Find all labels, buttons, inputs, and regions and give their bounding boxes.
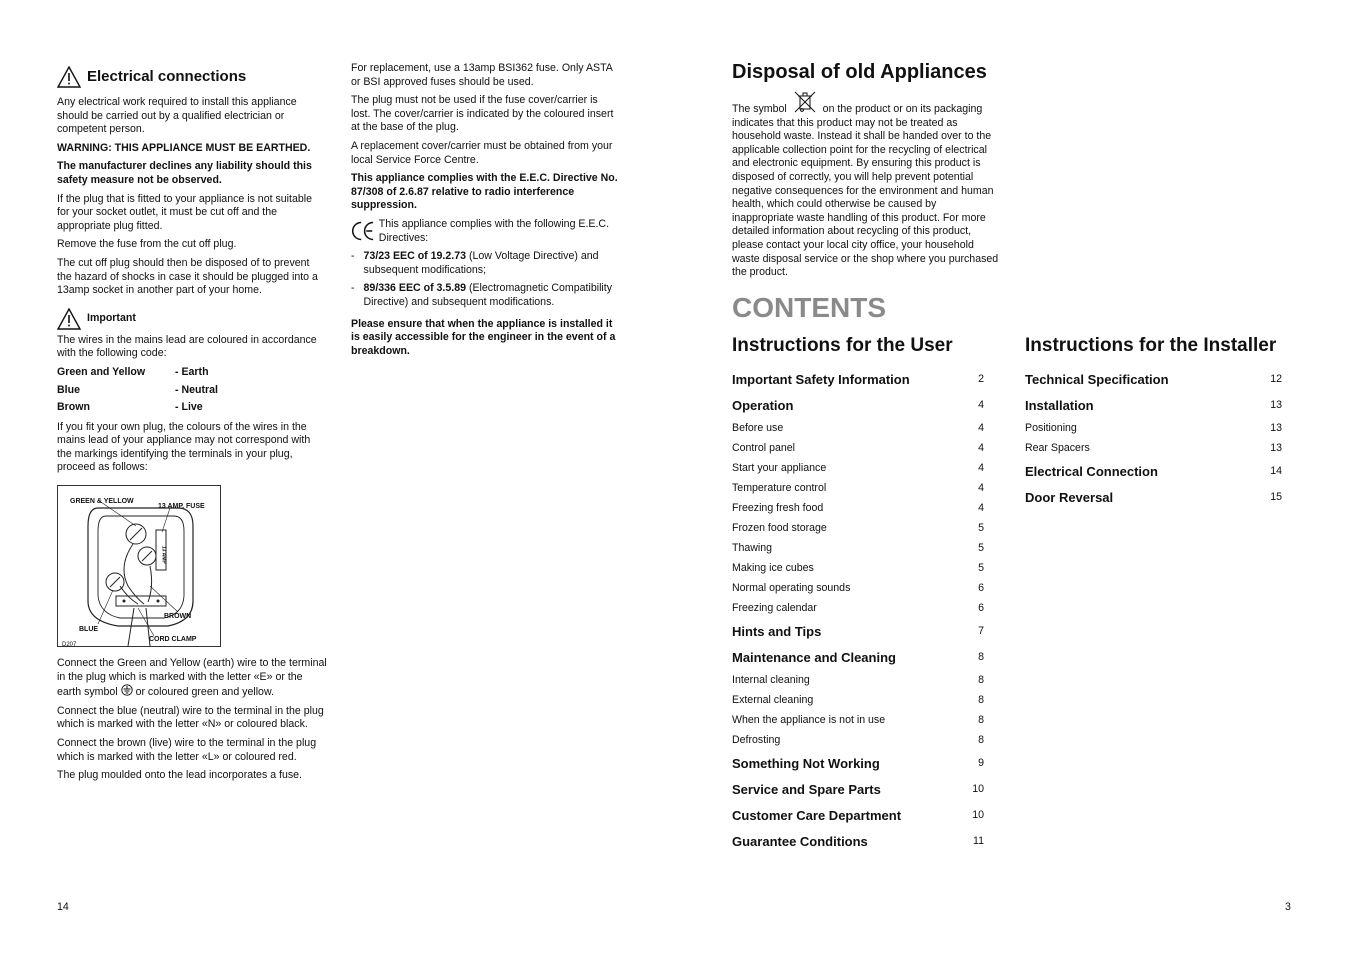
toc-entry-page: 8: [978, 674, 984, 686]
disposal-title: Disposal of old Appliances: [732, 61, 987, 83]
disposal-section: [732, 60, 1000, 285]
toc-entry-page: 12: [1270, 373, 1282, 385]
directive-item: [351, 282, 619, 309]
toc-entry-label: Important Safety Information: [732, 371, 910, 387]
eec-compliance-text: This appliance complies with the E.E.C. Directive No. 87/308 of 2.6.87 relative to radio interference suppression.: [351, 172, 618, 212]
toc-entry-page: 13: [1270, 399, 1282, 411]
electrical-heading-row: [57, 66, 327, 88]
toc-entry: [1025, 458, 1282, 484]
wire-color-role: - Earth: [175, 365, 209, 378]
warning-icon: [57, 308, 81, 330]
blue-label: BLUE: [79, 626, 99, 634]
toc-entry-label: Thawing: [732, 542, 773, 554]
toc-entry-label: Maintenance and Cleaning: [732, 649, 896, 665]
earth-text-start: Connect the Green and Yellow (earth) wire to the terminal in the plug which is marked with the letter «E» or the earth symbol: [57, 657, 327, 699]
toc-entry-label: Electrical Connection: [1025, 463, 1158, 479]
paragraph: If the plug that is fitted to your appliance is not suitable for your socket outlet, it must be cut off and the appropriate plug fitted.: [57, 192, 312, 232]
warning-text: WARNING: THIS APPLIANCE MUST BE EARTHED.: [57, 141, 311, 154]
toc-entry-label: Freezing calendar: [732, 602, 817, 614]
toc-entry-label: Rear Spacers: [1025, 442, 1090, 454]
toc-entry-page: 10: [972, 783, 984, 795]
paragraph: The cut off plug should then be disposed of to prevent the hazard of shocks in case it should be plugged into a 13amp socket in another part of your home.: [57, 256, 318, 297]
wire-color-role: - Live: [175, 401, 203, 414]
toc-entry-page: 9: [978, 757, 984, 769]
dash-bullet: -: [351, 282, 355, 295]
toc-entry-page: 8: [978, 734, 984, 746]
important-heading-row: [57, 308, 327, 330]
directive-text: [364, 250, 619, 277]
toc-entry: [732, 478, 984, 498]
accessibility-note: Please ensure that when the appliance is installed it is easily accessible for the engineer in the event of a breakdown.: [351, 317, 616, 357]
toc-entry-page: 4: [978, 422, 984, 434]
toc-entry-label: Internal cleaning: [732, 674, 810, 686]
paragraph: Any electrical work required to install this appliance should be carried out by a qualified electrician or competent person.: [57, 96, 297, 136]
toc-entry-label: Positioning: [1025, 422, 1077, 434]
toc-entry: [732, 644, 984, 670]
wire-color-table: [57, 366, 327, 415]
directive-desc: (Electromagnetic Compatibility Directive) and subsequent modifications.: [363, 282, 613, 308]
directive-desc: (Low Voltage Directive) and subsequent modifications;: [363, 250, 599, 276]
toc-entry-label: Frozen food storage: [732, 522, 827, 534]
electrical-connections-heading: Electrical connections: [87, 68, 247, 85]
important-heading: Important: [87, 311, 136, 324]
toc-entry-label: Service and Spare Parts: [732, 781, 881, 797]
directive-item: [351, 250, 619, 277]
toc-entry-label: Hints and Tips: [732, 623, 822, 639]
toc-entry-page: 10: [972, 809, 984, 821]
directive-code: 73/23 EEC of 19.2.73: [363, 250, 466, 263]
toc-entry-page: 4: [978, 399, 984, 411]
toc-entry: [1025, 418, 1282, 438]
page-number-right: 3: [1285, 901, 1291, 913]
toc-entry: [732, 578, 984, 598]
dash-bullet: -: [351, 250, 355, 263]
toc-entry-label: Door Reversal: [1025, 489, 1114, 505]
toc-entry-page: 6: [978, 602, 984, 614]
installer-toc-title: Instructions for the Installer: [1025, 335, 1277, 356]
installer-toc: [1025, 334, 1282, 510]
toc-entry-page: 4: [978, 482, 984, 494]
toc-entry-page: 2: [978, 373, 984, 385]
toc-entry-label: Guarantee Conditions: [732, 833, 868, 849]
toc-entry: [732, 618, 984, 644]
toc-entry-page: 5: [978, 522, 984, 534]
toc-entry-page: 15: [1270, 491, 1282, 503]
directive-code: 89/336 EEC of 3.5.89: [363, 282, 466, 295]
paragraph: Remove the fuse from the cut off plug.: [57, 238, 237, 251]
disposal-text: [732, 90, 1000, 280]
toc-entry: [732, 438, 984, 458]
toc-entry-label: Making ice cubes: [732, 562, 814, 574]
figure-code: D207: [62, 642, 77, 649]
toc-entry: [732, 392, 984, 418]
user-toc-list: [732, 366, 984, 854]
paragraph: Connect the brown (live) wire to the terminal in the plug which is marked with the letter «L» or coloured red.: [57, 737, 317, 763]
toc-entry-label: Customer Care Department: [732, 807, 902, 823]
disposal-text-start: The symbol: [732, 103, 787, 115]
fuse-label: 13 AMP. FUSE: [158, 503, 205, 511]
toc-entry-label: Operation: [732, 397, 794, 413]
toc-entry-page: 5: [978, 562, 984, 574]
contents-title: CONTENTS: [732, 292, 886, 323]
toc-entry: [732, 690, 984, 710]
ce-mark-icon: [351, 218, 375, 244]
toc-entry: [732, 458, 984, 478]
paragraph: For replacement, use a 13amp BSI362 fuse. Only ASTA or BSI approved fuses should be used.: [351, 62, 613, 88]
toc-entry-label: Start your appliance: [732, 462, 827, 474]
toc-entry: [732, 828, 984, 854]
toc-entry-label: Installation: [1025, 397, 1094, 413]
green-yellow-label: GREEN & YELLOW: [70, 498, 134, 506]
toc-entry: [1025, 438, 1282, 458]
toc-entry: [732, 776, 984, 802]
toc-entry: [732, 558, 984, 578]
paragraph: Connect the blue (neutral) wire to the terminal in the plug which is marked with the letter «N» or coloured black.: [57, 704, 324, 731]
toc-entry: [732, 750, 984, 776]
toc-entry-page: 4: [978, 462, 984, 474]
disposal-text-end: on the product or on its packaging indicates that this product may not be treated as household waste. Instead it shall be handed over to the applicable collection point for the recycling of electrical and electronic equipment. By ensuring this product is disposed of correctly, you will help prevent potential negative consequences for the environment and human health, which could otherwise be caused by inappropriate waste handling of this product. For more detailed information about recycling of this product, please contact your local city office, your household waste disposal service or the shop where you purchased the product.: [732, 103, 999, 279]
toc-entry-page: 8: [978, 714, 984, 726]
paragraph: The plug must not be used if the fuse cover/carrier is lost. The cover/carrier is indicated by the coloured insert at the base of the plug.: [351, 94, 614, 134]
paragraph: The plug moulded onto the lead incorporates a fuse.: [57, 769, 302, 782]
left-column: [57, 66, 327, 788]
toc-entry: [1025, 484, 1282, 510]
toc-entry-label: Temperature control: [732, 482, 827, 494]
crossed-bin-icon: [792, 90, 818, 114]
toc-entry: [732, 730, 984, 750]
ce-text: This appliance complies with the following E.E.C. Directives:: [378, 217, 610, 244]
toc-entry: [732, 518, 984, 538]
user-toc-title: Instructions for the User: [732, 335, 953, 356]
toc-entry: [732, 418, 984, 438]
toc-entry-page: 5: [978, 542, 984, 554]
toc-entry: [732, 538, 984, 558]
toc-entry-page: 8: [978, 694, 984, 706]
warning-icon: [57, 66, 81, 88]
toc-entry-page: 13: [1270, 442, 1282, 454]
toc-entry-page: 4: [978, 442, 984, 454]
toc-entry-label: Technical Specification: [1025, 371, 1169, 387]
toc-entry-page: 13: [1270, 422, 1282, 434]
toc-entry-label: When the appliance is not in use: [732, 714, 886, 726]
toc-entry: [732, 498, 984, 518]
toc-entry-page: 6: [978, 582, 984, 594]
toc-entry-page: 7: [978, 625, 984, 637]
paragraph: A replacement cover/carrier must be obtained from your local Service Force Centre.: [351, 139, 613, 166]
middle-column: [351, 62, 619, 363]
fuse-body-label: 13 AMP: [160, 545, 167, 564]
toc-entry-page: 11: [973, 835, 984, 847]
toc-entry-page: 4: [978, 502, 984, 514]
toc-entry-label: External cleaning: [732, 694, 814, 706]
toc-entry: [732, 710, 984, 730]
earth-symbol-icon: [121, 684, 133, 696]
toc-entry: [1025, 392, 1282, 418]
toc-entry: [732, 366, 984, 392]
cord-clamp-label: CORD CLAMP: [149, 636, 197, 644]
toc-entry: [1025, 366, 1282, 392]
liability-text: The manufacturer declines any liability should this safety measure not be observed.: [57, 160, 312, 186]
earth-text-end: or coloured green and yellow.: [135, 686, 274, 699]
toc-entry: [732, 598, 984, 618]
installer-toc-list: [1025, 366, 1282, 510]
toc-entry-label: Control panel: [732, 442, 796, 454]
toc-entry-label: Freezing fresh food: [732, 502, 824, 514]
toc-entry-label: Defrosting: [732, 734, 781, 746]
wire-color-name: Brown: [57, 401, 90, 414]
toc-entry: [732, 670, 984, 690]
paragraph: The wires in the mains lead are coloured in accordance with the following code:: [57, 333, 317, 360]
plug-wiring-diagram: [57, 485, 221, 647]
paragraph: [57, 657, 327, 700]
ce-statement: [351, 218, 619, 245]
wire-color-role: - Neutral: [175, 383, 218, 396]
brown-label: BROWN: [164, 613, 192, 621]
wire-color-name: Green and Yellow: [57, 365, 146, 378]
user-toc: [732, 334, 984, 854]
toc-entry-label: Before use: [732, 422, 784, 434]
toc-entry-page: 8: [978, 651, 984, 663]
wire-color-name: Blue: [57, 383, 80, 396]
toc-entry-page: 14: [1270, 465, 1282, 477]
toc-entry-label: Something Not Working: [732, 755, 880, 771]
directive-text: [364, 282, 619, 309]
page-number-left: 14: [57, 901, 69, 913]
toc-entry: [732, 802, 984, 828]
paragraph: If you fit your own plug, the colours of the wires in the mains lead of your appliance may not correspond with the markings identifying the terminals in your plug, proceed as follows:: [57, 420, 311, 474]
toc-entry-label: Normal operating sounds: [732, 582, 851, 594]
